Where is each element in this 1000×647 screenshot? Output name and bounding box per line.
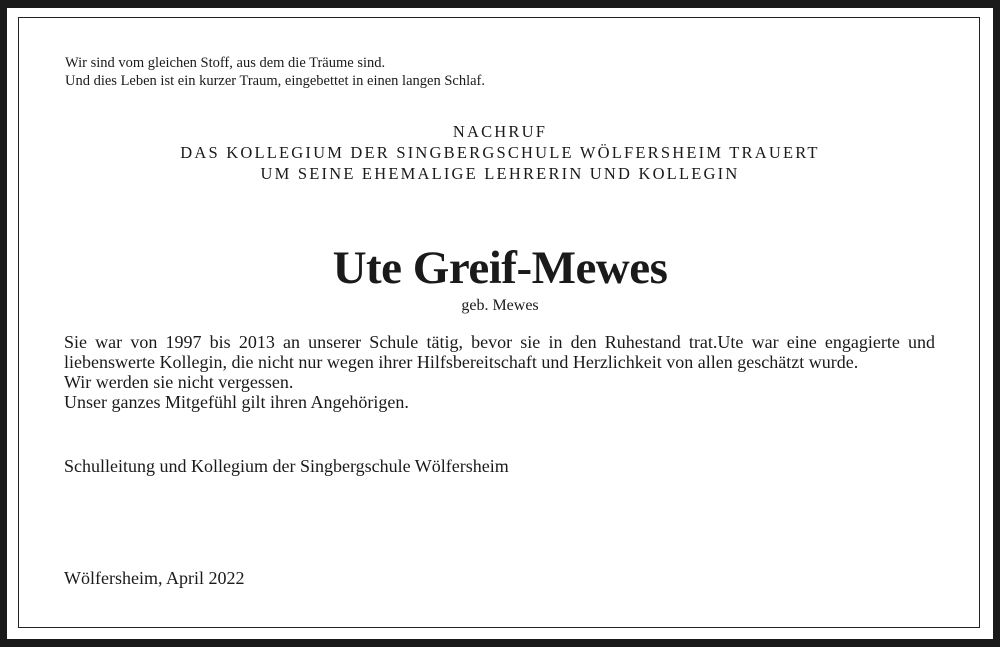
body-paragraph: Sie war von 1997 bis 2013 an unserer Schule tätig, bevor sie in den Ruhestand trat.Ute war eine engagierte und liebenswerte Kollegin, die nicht nur wegen ihrer Hilfsbereitschaft und Herzlichkeit von allen geschätzt wurde. <box>64 332 935 372</box>
quote-line-1: Wir sind vom gleichen Stoff, aus dem die Träume sind. <box>65 55 386 71</box>
body-line-sympathy: Unser ganzes Mitgefühl gilt ihren Angehörigen. <box>64 392 409 412</box>
obituary-header <box>7 121 993 184</box>
maiden-name: geb. Mewes <box>461 297 539 314</box>
deceased-name: Ute Greif-Mewes <box>332 242 668 294</box>
signature: Schulleitung und Kollegium der Singbergschule Wölfersheim <box>64 456 509 476</box>
obituary-page <box>7 8 993 639</box>
header-line-3: UM SEINE EHEMALIGE LEHRERIN UND KOLLEGIN <box>260 164 740 183</box>
opening-quote <box>65 54 485 90</box>
place-date: Wölfersheim, April 2022 <box>64 568 245 588</box>
obituary-border <box>18 17 980 628</box>
obituary-body <box>64 332 935 412</box>
quote-line-2: Und dies Leben ist ein kurzer Traum, eingebettet in einen langen Schlaf. <box>65 73 485 89</box>
body-line-forget: Wir werden sie nicht vergessen. <box>64 372 294 392</box>
header-title: NACHRUF <box>452 122 548 141</box>
header-line-2: DAS KOLLEGIUM DER SINGBERGSCHULE WÖLFERSHEIM TRAUERT <box>180 143 820 162</box>
